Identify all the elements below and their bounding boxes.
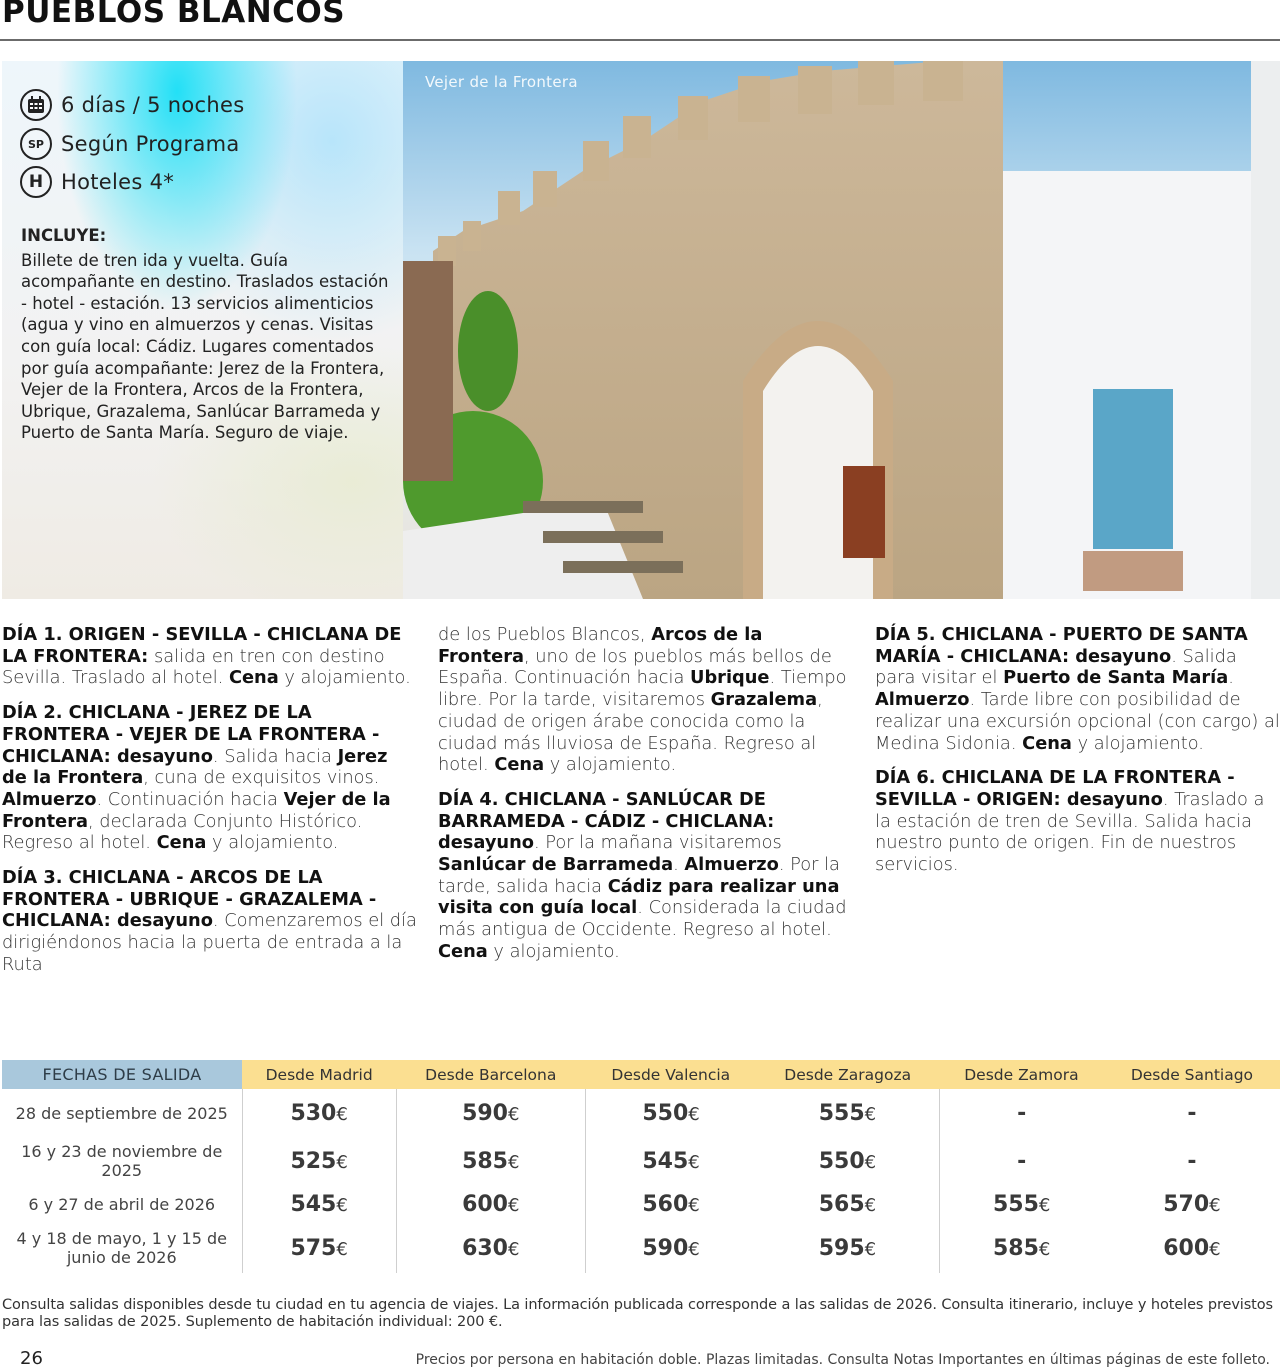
itinerary-highlight: Cena: [1022, 732, 1072, 754]
itinerary-text: . Continuación hacia: [96, 788, 284, 810]
itinerary-column-1: [2, 624, 417, 989]
itinerary-highlight: DÍA 1. ORIGEN - SEVILLA - CHICLANA DE LA FRONTERA:: [2, 624, 402, 667]
itinerary-text: . Salida hacia: [212, 745, 338, 767]
itinerary-highlight: DÍA 2. CHICLANA - JEREZ DE LA FRONTERA - VEJER DE LA FRONTERA - CHICLANA: desayuno: [2, 702, 380, 767]
hero-section: [2, 61, 1280, 599]
duration-label: 6 días / 5 noches: [61, 93, 245, 117]
departure-date: 16 y 23 de noviembre de 2025: [21, 1142, 223, 1180]
itinerary-text: , uno de los pueblos más bellos de España. Continuación hacia: [438, 645, 832, 689]
currency-symbol: €: [1209, 1238, 1221, 1260]
itinerary-text: , declarada Conjunto Histórico. Regreso al hotel.: [2, 810, 363, 854]
departure-date: 6 y 27 de abril de 2026: [28, 1194, 216, 1214]
itinerary-text: y alojamiento.: [1071, 732, 1204, 754]
price-row: [2, 1089, 1280, 1137]
currency-symbol: €: [864, 1103, 877, 1125]
photo-caption: Vejer de la Frontera: [425, 73, 578, 91]
itinerary-highlight: DÍA 5. CHICLANA - PUERTO DE SANTA MARÍA - CHICLANA: desayuno: [875, 624, 1248, 667]
header-from-valencia: Desde Valencia: [585, 1060, 756, 1089]
departure-note: Consulta salidas disponibles desde tu ciudad en tu agencia de viajes. La información publicada corresponde a las salidas de 2026. Consulta itinerario, incluye y hoteles previstos para las salidas de 2025. Suplemento de habitación individual: 200 €.: [2, 1297, 1273, 1330]
includes-block: [21, 225, 391, 444]
itinerary-day-2: [2, 702, 417, 854]
price-cell: 545€: [585, 1137, 756, 1185]
itinerary-highlight: Grazalema: [710, 689, 818, 711]
departure-date: 28 de septiembre de 2025: [15, 1103, 228, 1123]
itinerary-column-3: [875, 624, 1280, 889]
itinerary-text: y alojamiento.: [487, 940, 620, 962]
itinerary-highlight: Almuerzo: [684, 854, 779, 876]
departure-date: 4 y 18 de mayo, 1 y 15 de junio de 2026: [16, 1229, 227, 1267]
currency-symbol: €: [508, 1194, 520, 1216]
currency-symbol: €: [1038, 1238, 1051, 1260]
price-cell: 550€: [818, 1148, 877, 1174]
currency-symbol: €: [336, 1151, 348, 1173]
price-cell: 555€: [939, 1185, 1104, 1223]
currency-symbol: €: [864, 1238, 877, 1260]
itinerary-column-2: [438, 624, 858, 976]
price-row: [2, 1137, 1280, 1185]
itinerary-text: . Tiempo libre. Por la tarde, visitaremos: [438, 667, 847, 711]
calendar-icon: [20, 89, 52, 121]
price-row: [2, 1185, 1280, 1223]
price-cell: 530€: [242, 1089, 396, 1137]
itinerary-highlight: Arcos de la Frontera: [438, 624, 763, 667]
itinerary-text: . Por la mañana visitaremos: [533, 832, 782, 854]
itinerary-text: . Por la tarde, salida hacia: [438, 854, 840, 897]
currency-symbol: €: [508, 1151, 520, 1173]
price-cell: 565€: [818, 1191, 877, 1217]
itinerary-day-5: [875, 624, 1280, 754]
itinerary-highlight: Puerto de Santa María: [1003, 667, 1229, 689]
price-cell: 525€: [242, 1137, 396, 1185]
price-cell: 600€: [396, 1185, 585, 1223]
price-cell: 590€: [396, 1089, 585, 1137]
town-photo: [403, 61, 1280, 599]
price-table-header: [2, 1060, 1280, 1089]
hotels-label: Hoteles 4*: [61, 170, 175, 194]
itinerary-highlight: Jerez de la Frontera: [2, 745, 388, 789]
price-cell: -: [939, 1089, 1104, 1137]
currency-symbol: €: [688, 1194, 700, 1216]
itinerary-text: , cuna de exquisitos vinos.: [143, 767, 380, 789]
itinerary-text: de los Pueblos Blancos,: [438, 624, 652, 645]
itinerary-highlight: Almuerzo: [2, 788, 97, 810]
itinerary-highlight: Cena: [156, 832, 207, 854]
price-row: [2, 1223, 1280, 1273]
itinerary-day-6: [875, 767, 1280, 876]
currency-symbol: €: [508, 1103, 520, 1125]
header-from-barcelona: Desde Barcelona: [396, 1060, 585, 1089]
hotel-icon: H: [20, 166, 52, 198]
itinerary-text: , ciudad de origen árabe conocida como la ciudad más lluviosa de España. Regreso al hotel.: [438, 689, 823, 776]
sp-icon: SP: [20, 128, 52, 160]
currency-symbol: €: [508, 1238, 520, 1260]
currency-symbol: €: [688, 1103, 700, 1125]
itinerary-text: . Considerada la ciudad más antigua de Occidente. Regreso al hotel.: [438, 897, 847, 941]
price-cell: 590€: [585, 1223, 756, 1273]
info-panel: [2, 61, 403, 599]
currency-symbol: €: [688, 1238, 700, 1260]
itinerary-day-1: [2, 624, 417, 689]
currency-symbol: €: [1038, 1194, 1051, 1216]
price-cell: 560€: [585, 1185, 756, 1223]
includes-text: Billete de tren ida y vuelta. Guía acompañante en destino. Traslados estación - hotel - estación. 13 servicios alimenticios (agua y vino en almuerzos y cenas. Visitas con guía local: Cádiz. Lugares comentados por guía acompañante: Jerez de la Frontera, Vejer de la Frontera, Arcos de la Frontera, Ubrique, Grazalema, Sanlúcar Barrameda y Puerto de Santa María. Seguro de viaje.: [21, 250, 389, 443]
itinerary-highlight: DÍA 4. CHICLANA - SANLÚCAR DE BARRAMEDA - CÁDIZ - CHICLANA: desayuno: [438, 788, 775, 854]
currency-symbol: €: [864, 1151, 877, 1173]
itinerary-text: . Tarde libre con posibilidad de realizar una excursión opcional (con cargo) al Medina Sidonia.: [875, 689, 1280, 754]
price-cell: -: [1187, 1100, 1197, 1126]
currency-symbol: €: [336, 1194, 348, 1216]
itinerary-highlight: Cena: [228, 667, 279, 689]
currency-symbol: €: [1209, 1194, 1221, 1216]
price-cell: 575€: [242, 1223, 396, 1273]
itinerary-text: y alojamiento.: [278, 667, 411, 689]
price-table-body: [2, 1089, 1280, 1273]
title-divider: [0, 39, 1280, 41]
itinerary-text: .: [673, 854, 685, 876]
price-cell: 555€: [818, 1100, 877, 1126]
itinerary-highlight: Almuerzo: [875, 689, 970, 711]
itinerary-text: . Comenzaremos el día dirigiéndonos hacia la puerta de entrada a la Ruta: [2, 910, 417, 975]
price-cell: 600€: [1163, 1235, 1221, 1261]
itinerary-highlight: Cena: [438, 940, 488, 962]
itinerary-highlight: DÍA 6. CHICLANA DE LA FRONTERA - SEVILLA - ORIGEN: desayuno: [875, 767, 1235, 810]
itinerary-highlight: Sanlúcar de Barrameda: [438, 854, 674, 876]
itinerary-highlight: Vejer de la Frontera: [2, 788, 391, 832]
itinerary-day-4: [438, 789, 858, 963]
page-number: 26: [20, 1348, 43, 1369]
program-label: Según Programa: [61, 132, 240, 156]
currency-symbol: €: [336, 1238, 348, 1260]
price-cell: 630€: [396, 1223, 585, 1273]
currency-symbol: €: [864, 1194, 877, 1216]
page-title: PUEBLOS BLANCOS: [2, 0, 346, 30]
header-from-santiago: Desde Santiago: [1104, 1060, 1280, 1089]
price-cell: -: [939, 1137, 1104, 1185]
price-cell: -: [1187, 1148, 1197, 1174]
price-table: [2, 1060, 1280, 1273]
itinerary-text: y alojamiento.: [206, 832, 339, 854]
itinerary-highlight: Ubrique: [690, 667, 770, 689]
header-departure-dates: FECHAS DE SALIDA: [2, 1060, 242, 1089]
feature-hotels: [20, 166, 174, 198]
itinerary-text: y alojamiento.: [544, 754, 677, 776]
itinerary-highlight: DÍA 3. CHICLANA - ARCOS DE LA FRONTERA - UBRIQUE - GRAZALEMA - CHICLANA: desayuno: [2, 867, 377, 932]
header-from-zaragoza: Desde Zaragoza: [756, 1060, 939, 1089]
footer-disclaimer: Precios por persona en habitación doble. Plazas limitadas. Consulta Notas Importantes en últimas páginas de este folleto.: [415, 1352, 1270, 1368]
price-cell: 545€: [242, 1185, 396, 1223]
currency-symbol: €: [336, 1103, 348, 1125]
price-cell: 570€: [1163, 1191, 1221, 1217]
header-from-madrid: Desde Madrid: [242, 1060, 396, 1089]
itinerary-text: .: [1228, 667, 1234, 689]
town-illustration: [403, 61, 1280, 599]
itinerary-day-3-continued: [438, 624, 858, 776]
price-cell: 585€: [939, 1223, 1104, 1273]
price-cell: 595€: [818, 1235, 877, 1261]
price-cell: 550€: [585, 1089, 756, 1137]
includes-heading: INCLUYE:: [21, 226, 107, 245]
itinerary-highlight: Cádiz para realizar una visita con guía local: [438, 875, 840, 919]
price-cell: 585€: [396, 1137, 585, 1185]
itinerary-highlight: Cena: [494, 754, 545, 776]
itinerary-text: . Salida para visitar el: [875, 645, 1237, 689]
itinerary-text: salida en tren con destino Sevilla. Traslado al hotel.: [2, 645, 385, 689]
itinerary-text: . Traslado a la estación de tren de Sevilla. Salida hacia nuestro punto de origen. Fin de nuestros servicios.: [875, 788, 1265, 876]
feature-program: [20, 128, 240, 160]
currency-symbol: €: [688, 1151, 700, 1173]
itinerary-day-3: [2, 867, 417, 976]
header-from-zamora: Desde Zamora: [939, 1060, 1104, 1089]
feature-duration: [20, 89, 244, 121]
